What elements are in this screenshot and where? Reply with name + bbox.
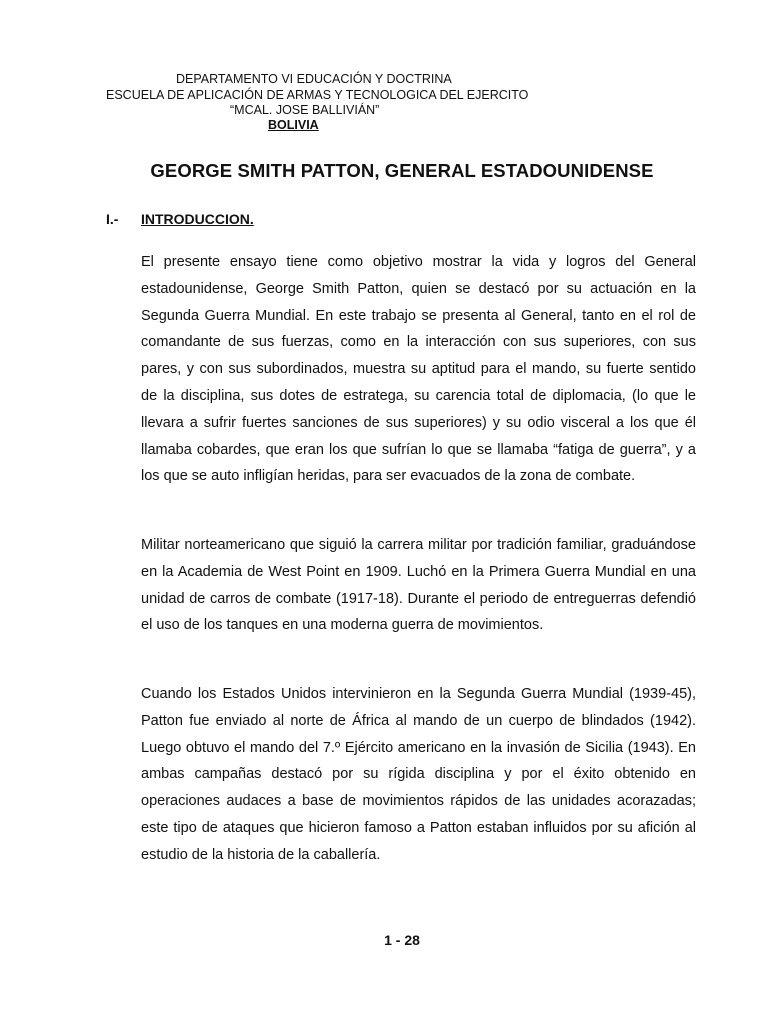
header-country: BOLIVIA: [268, 118, 319, 132]
section-heading: [106, 211, 254, 227]
paragraph-career: Militar norteamericano que siguió la carrera militar por tradición familiar, graduándose en la Academia de West Point en 1909. Luchó en la Primera Guerra Mundial en una unidad de carros de combate (1917-18). Durante el periodo de entreguerras defendió el uso de los tanques en una moderna guerra de movimientos.: [141, 537, 696, 634]
document-title: GEORGE SMITH PATTON, GENERAL ESTADOUNIDENSE: [150, 160, 654, 181]
section-number: I.-: [106, 211, 119, 227]
page-number: 1 - 28: [384, 932, 420, 948]
header-school-name: “MCAL. JOSE BALLIVIÁN”: [230, 103, 380, 117]
paragraph-intro: El presente ensayo tiene como objetivo mostrar la vida y logros del General estadounidense, George Smith Patton, quien se destacó por su actuación en la Segunda Guerra Mundial. En este trabajo se presenta al General, tanto en el rol de comandante de sus fuerzas, como en la interacción con sus superiores, con sus pares, y con sus subordinados, muestra su aptitud para el mando, su fuerte sentido de la disciplina, sus dotes de estratega, su carencia total de diplomacia, (lo que le llevara a sufrir fuertes sanciones de sus superiores) y su odio visceral a los que él llamaba cobardes, que eran los que sufrían lo que se llamaba “fatiga de guerra”, y a los que se auto infligían heridas, para ser evacuados de la zona de combate.: [141, 254, 696, 485]
section-name: INTRODUCCION.: [141, 211, 254, 227]
header-school: ESCUELA DE APLICACIÓN DE ARMAS Y TECNOLOGICA DEL EJERCITO: [106, 88, 529, 102]
paragraph-wwii: Cuando los Estados Unidos intervinieron en la Segunda Guerra Mundial (1939-45), Patton fue enviado al norte de África al mando de un cuerpo de blindados (1942). Luego obtuvo el mando del 7.º Ejército americano en la invasión de Sicilia (1943). En ambas campañas destacó por su rígida disciplina y por el éxito obtenido en operaciones audaces a base de movimientos rápidos de las unidades acorazadas; este tipo de ataques que hicieron famoso a Patton estaban influidos por su afición al estudio de la historia de la caballería.: [141, 686, 696, 863]
header-department: DEPARTAMENTO VI EDUCACIÓN Y DOCTRINA: [176, 72, 452, 86]
